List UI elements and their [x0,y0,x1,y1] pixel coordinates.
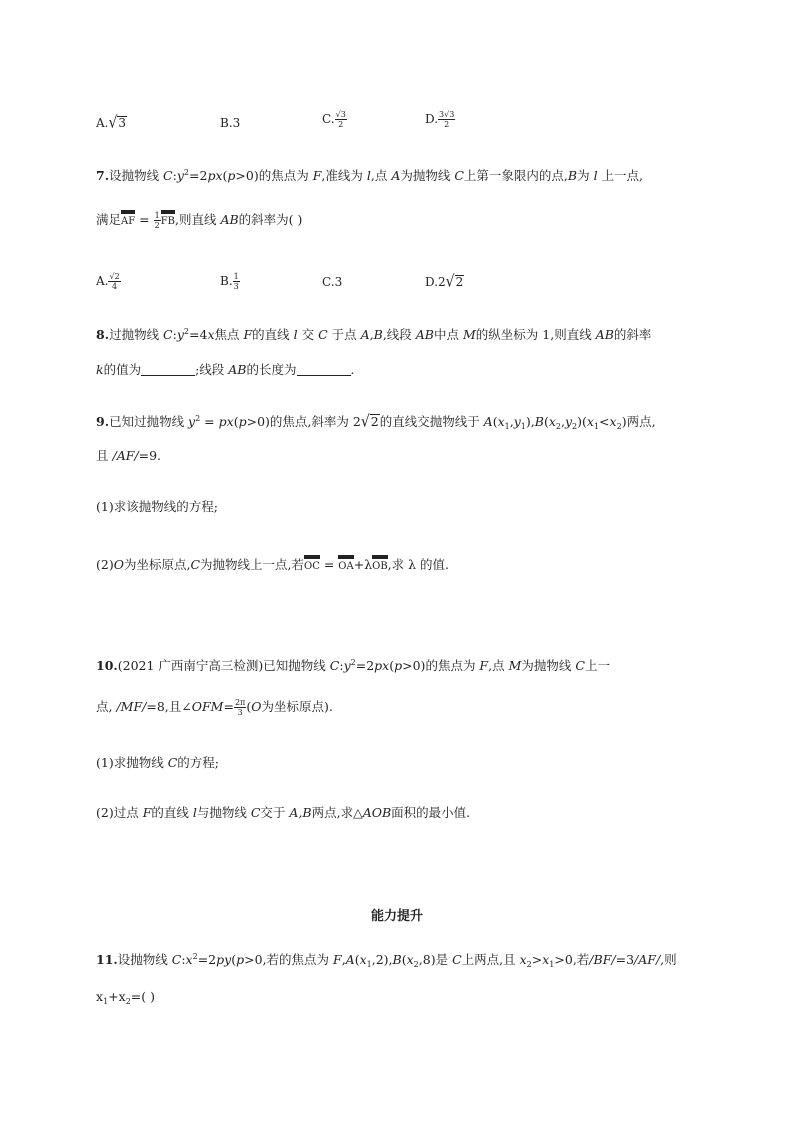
vector-fb: FB [161,210,175,230]
q6-option-c: C. $\frac{√3}{2}$ [322,110,346,129]
q7-line2: 满足AF = $\frac{1}{2}$ FB,则直线 AB的斜率为( ) [96,211,303,230]
vector-af: AF [121,210,135,230]
q10-line1: 10.(2021 广西南宁高三检测)已知抛物线 $C:y^2=2px(p>0)$的焦点为 F,点 M为抛物线 C上一 [96,658,610,673]
vector-oa: OA [338,555,353,575]
q10-sub1: (1)求抛物线 C的方程; [96,755,219,770]
q11-line1: 11.设抛物线 $C:x^2=2py(p>0$,若的焦点为 $F,A(x_1,2),B(x_2,8)$是 C上两点,且 $x_2>x_1>0$,若/BF/=3/AF/,则 [96,952,677,969]
q6-option-b: B.3 [220,116,241,130]
answer-blank-2 [297,363,351,376]
q9-line1: 9.已知过抛物线 $y^2 = px(p>0)$的焦点,斜率为 2√2的直线交抛物线于 $A(x_1,y_1),B(x_2,y_2)(x_1<x_2)$两点, [96,412,656,432]
q8-line2: k的值为 ;线段 AB的长度为 . [96,362,355,377]
q9-line2: 且 /AF/=9. [96,448,162,463]
q9-sub2: (2)O为坐标原点,C为抛物线上一点,若OC = OA+λOB,求 λ 的值. [96,555,449,575]
q10-line2: 点, /MF/=8,且∠OFM= $\frac{2\pi}{3}$ (O为坐标原点). [96,698,333,717]
vector-ob: OB [372,555,388,575]
q8-line1: 8.过抛物线 $C:y^2=4x$焦点 F的直线 l 交 C 于点 A,B,线段 AB中点 M的纵坐标为 1,则直线 AB的斜率 [96,327,652,342]
q6-option-d: D. $\frac{3√3}{2}$ [425,110,455,129]
q7-option-c: C.3 [322,275,343,289]
q11-line2: $x_1+x_2=$( ) [96,989,155,1006]
q9-sub1: (1)求该抛物线的方程; [96,499,218,514]
q10-sub2: (2)过点 F的直线 l与抛物线 C交于 A,B两点,求△AOB面积的最小值. [96,805,471,820]
q7-line1: 7.设抛物线 $C:y^2=2px(p>0)$的焦点为 F,准线为 l,点 A为抛物线 C上第一象限内的点,B为 l 上一点, [96,168,644,183]
section-heading: 能力提升 [370,909,423,924]
q6-option-a: A.√3 [96,113,127,133]
vector-oc: OC [304,555,320,575]
q7-option-d: D.2√2 [425,272,464,292]
q7-option-b: B. $\frac{1}{3}$ [220,272,239,291]
q7-option-a: A. $\frac{√2}{4}$ [96,272,120,291]
answer-blank-1 [141,363,195,376]
